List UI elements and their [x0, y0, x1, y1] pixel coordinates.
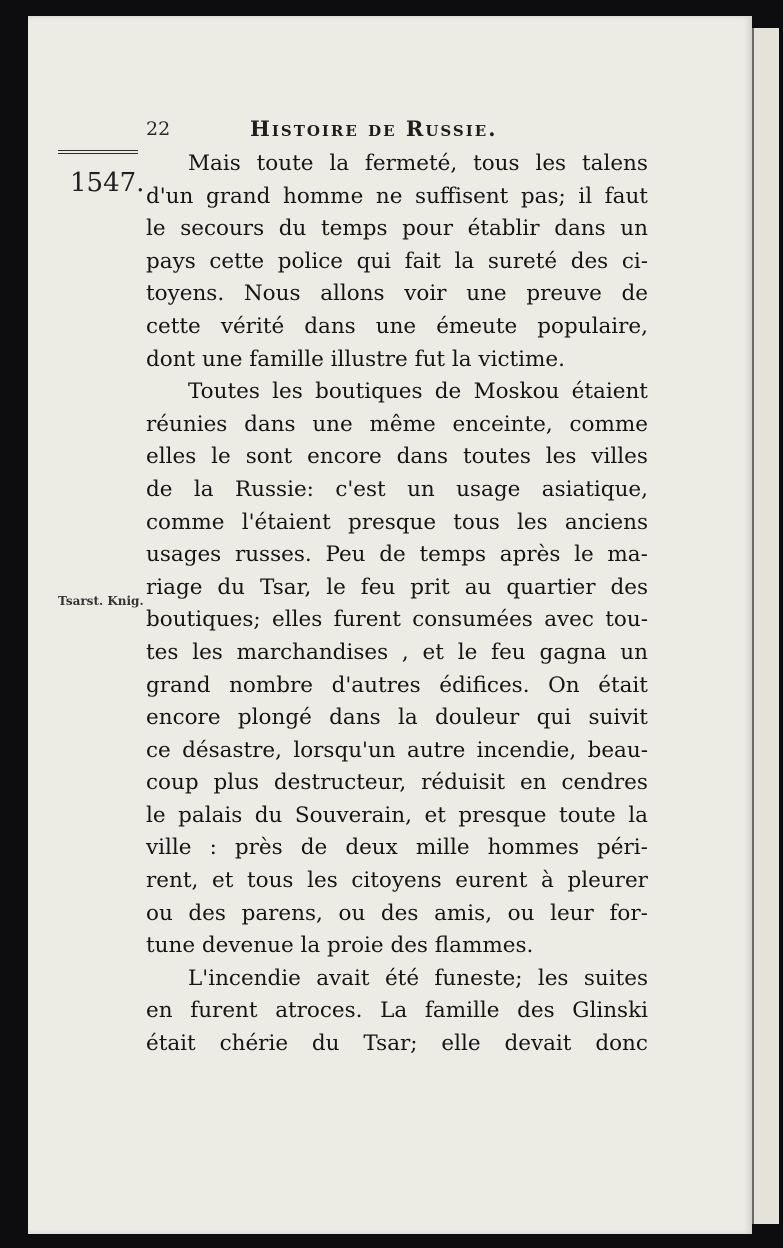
adjacent-page-edge: [752, 28, 779, 1224]
text-line: tes les marchandises , et le feu gagna un: [146, 639, 648, 665]
text-line: grand nombre d'autres édifices. On était: [146, 672, 648, 698]
book-page: [28, 16, 752, 1234]
text-line: réunies dans une même enceinte, comme: [146, 411, 648, 437]
text-line: usages russes. Peu de temps après le ma-: [146, 542, 648, 568]
text-line: Mais toute la fermeté, tous les talens: [188, 151, 648, 176]
text-line: le secours du temps pour établir dans un: [146, 216, 648, 242]
margin-side-note: Tsarst. Knig.: [58, 594, 144, 608]
text-line: L'incendie avait été funeste; les suites: [188, 965, 648, 991]
text-line: tune devenue la proie des flammes.: [146, 933, 534, 959]
text-line: toyens. Nous allons voir une preuve de: [146, 281, 648, 307]
text-line: coup plus destructeur, réduisit en cendres: [146, 770, 648, 796]
text-line: rent, et tous les citoyens eurent à pleurer: [146, 868, 648, 894]
text-line: cette vérité dans une émeute populaire,: [146, 313, 648, 339]
text-line: pays cette police qui fait la sureté des ci-: [146, 248, 648, 274]
header-rule: [58, 150, 138, 154]
text-line: en furent atroces. La famille des Glinski: [146, 998, 648, 1024]
body-text: [146, 148, 648, 1061]
text-line: ville : près de deux mille hommes péri-: [146, 835, 648, 861]
text-line: d'un grand homme ne suffisent pas; il faut: [146, 183, 648, 209]
text-line: ce désastre, lorsqu'un autre incendie, beau-: [146, 737, 648, 763]
text-line: de la Russie: c'est un usage asiatique,: [146, 476, 648, 502]
text-line: le palais du Souverain, et presque toute la: [146, 802, 648, 828]
margin-year: 1547.: [70, 168, 145, 198]
text-line: était chérie du Tsar; elle devait donc: [146, 1031, 648, 1057]
text-line: comme l'étaient presque tous les anciens: [146, 509, 648, 535]
text-line: dont une famille illustre fut la victime.: [146, 346, 565, 372]
page-header: [28, 114, 752, 146]
text-line: elles le sont encore dans toutes les villes: [146, 444, 648, 470]
page-number: 22: [146, 118, 171, 140]
text-line: riage du Tsar, le feu prit au quartier des: [146, 574, 648, 600]
text-line: Toutes les boutiques de Moskou étaient: [188, 379, 648, 405]
text-line: encore plongé dans la douleur qui suivit: [146, 705, 648, 731]
text-line: boutiques; elles furent consumées avec tou-: [146, 607, 648, 633]
text-line: ou des parens, ou des amis, ou leur for-: [146, 900, 648, 926]
running-head: Histoire de Russie.: [250, 116, 498, 141]
